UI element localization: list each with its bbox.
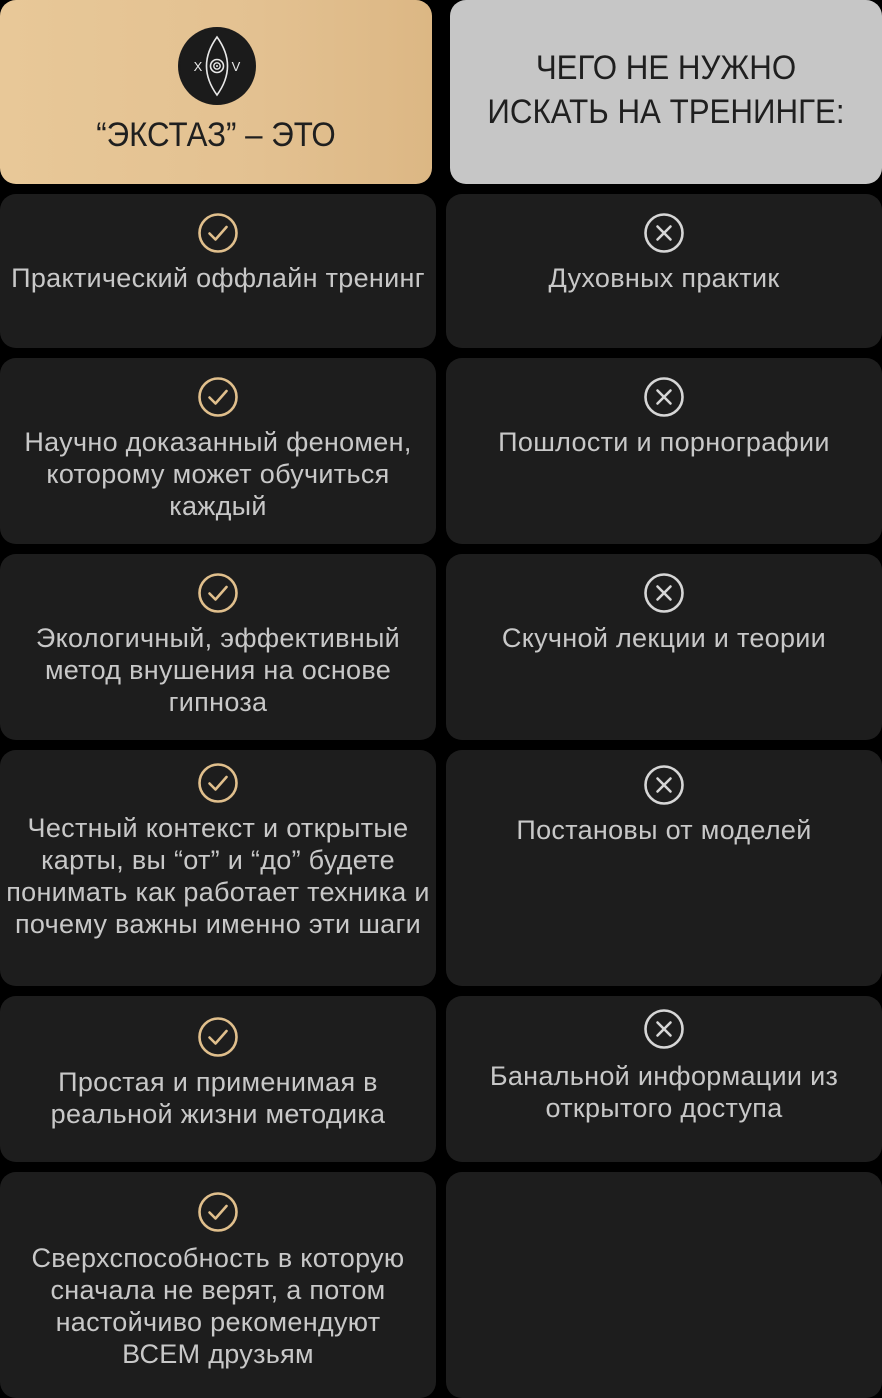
cross-circle-icon (643, 572, 685, 614)
header-right-title-line1: ЧЕГО НЕ НУЖНО (535, 49, 797, 87)
con-label: Банальной информации из открытого доступа (489, 1061, 839, 1123)
pro-cell (0, 750, 436, 986)
empty-con-cell (446, 1172, 882, 1398)
cross-circle-icon (643, 376, 685, 418)
check-circle-icon (197, 572, 239, 614)
header-right-title (467, 46, 864, 134)
pro-label: Сверхспособность в которую сначала не верят, а потом настойчиво рекомендуют ВСЕМ друзьям (31, 1243, 405, 1369)
comparison-row (0, 1172, 882, 1398)
pro-label: Простая и применимая в реальной жизни методика (50, 1067, 386, 1129)
cross-circle-icon (643, 1008, 685, 1050)
pro-label: Экологичный, эффективный метод внушения на основе гипноза (35, 623, 401, 717)
check-circle-icon (197, 376, 239, 418)
cross-circle-icon (643, 764, 685, 806)
con-cell (446, 554, 882, 740)
pro-cell (0, 554, 436, 740)
pro-label: Практический оффлайн тренинг (11, 263, 425, 293)
con-label: Духовных практик (548, 263, 780, 293)
cross-circle-icon (643, 212, 685, 254)
pro-label: Научно доказанный феномен, которому может обучиться каждый (24, 427, 412, 521)
comparison-row (0, 554, 882, 740)
con-label: Пошлости и порнографии (498, 427, 830, 457)
con-cell (446, 996, 882, 1162)
check-circle-icon (197, 1191, 239, 1233)
pro-cell (0, 194, 436, 348)
con-label: Постановы от моделей (516, 815, 812, 845)
con-label: Скучной лекции и теории (501, 623, 827, 653)
comparison-row (0, 194, 882, 348)
con-cell (446, 750, 882, 986)
eye-logo-icon (178, 27, 256, 105)
header-card-is (0, 0, 432, 184)
con-cell (446, 194, 882, 348)
comparison-row (0, 996, 882, 1162)
check-circle-icon (197, 762, 239, 804)
header-card-not (450, 0, 882, 184)
con-cell (446, 358, 882, 544)
pro-label: Честный контекст и открытые карты, вы “от” и “до” будете понимать как работает техника и почему важны именно эти шаги (6, 813, 430, 939)
pro-cell (0, 996, 436, 1162)
pro-cell (0, 358, 436, 544)
logo (178, 27, 256, 105)
check-circle-icon (197, 1016, 239, 1058)
header-right-title-line2: ИСКАТЬ НА ТРЕНИНГЕ: (487, 93, 845, 131)
check-circle-icon (197, 212, 239, 254)
header-left-title: “ЭКСТАЗ” – ЭТО (96, 116, 336, 154)
comparison-row (0, 750, 882, 986)
comparison-row (0, 358, 882, 544)
logo-letter-left: X (193, 59, 203, 74)
pro-cell (0, 1172, 436, 1398)
logo-letter-right: V (231, 59, 241, 74)
